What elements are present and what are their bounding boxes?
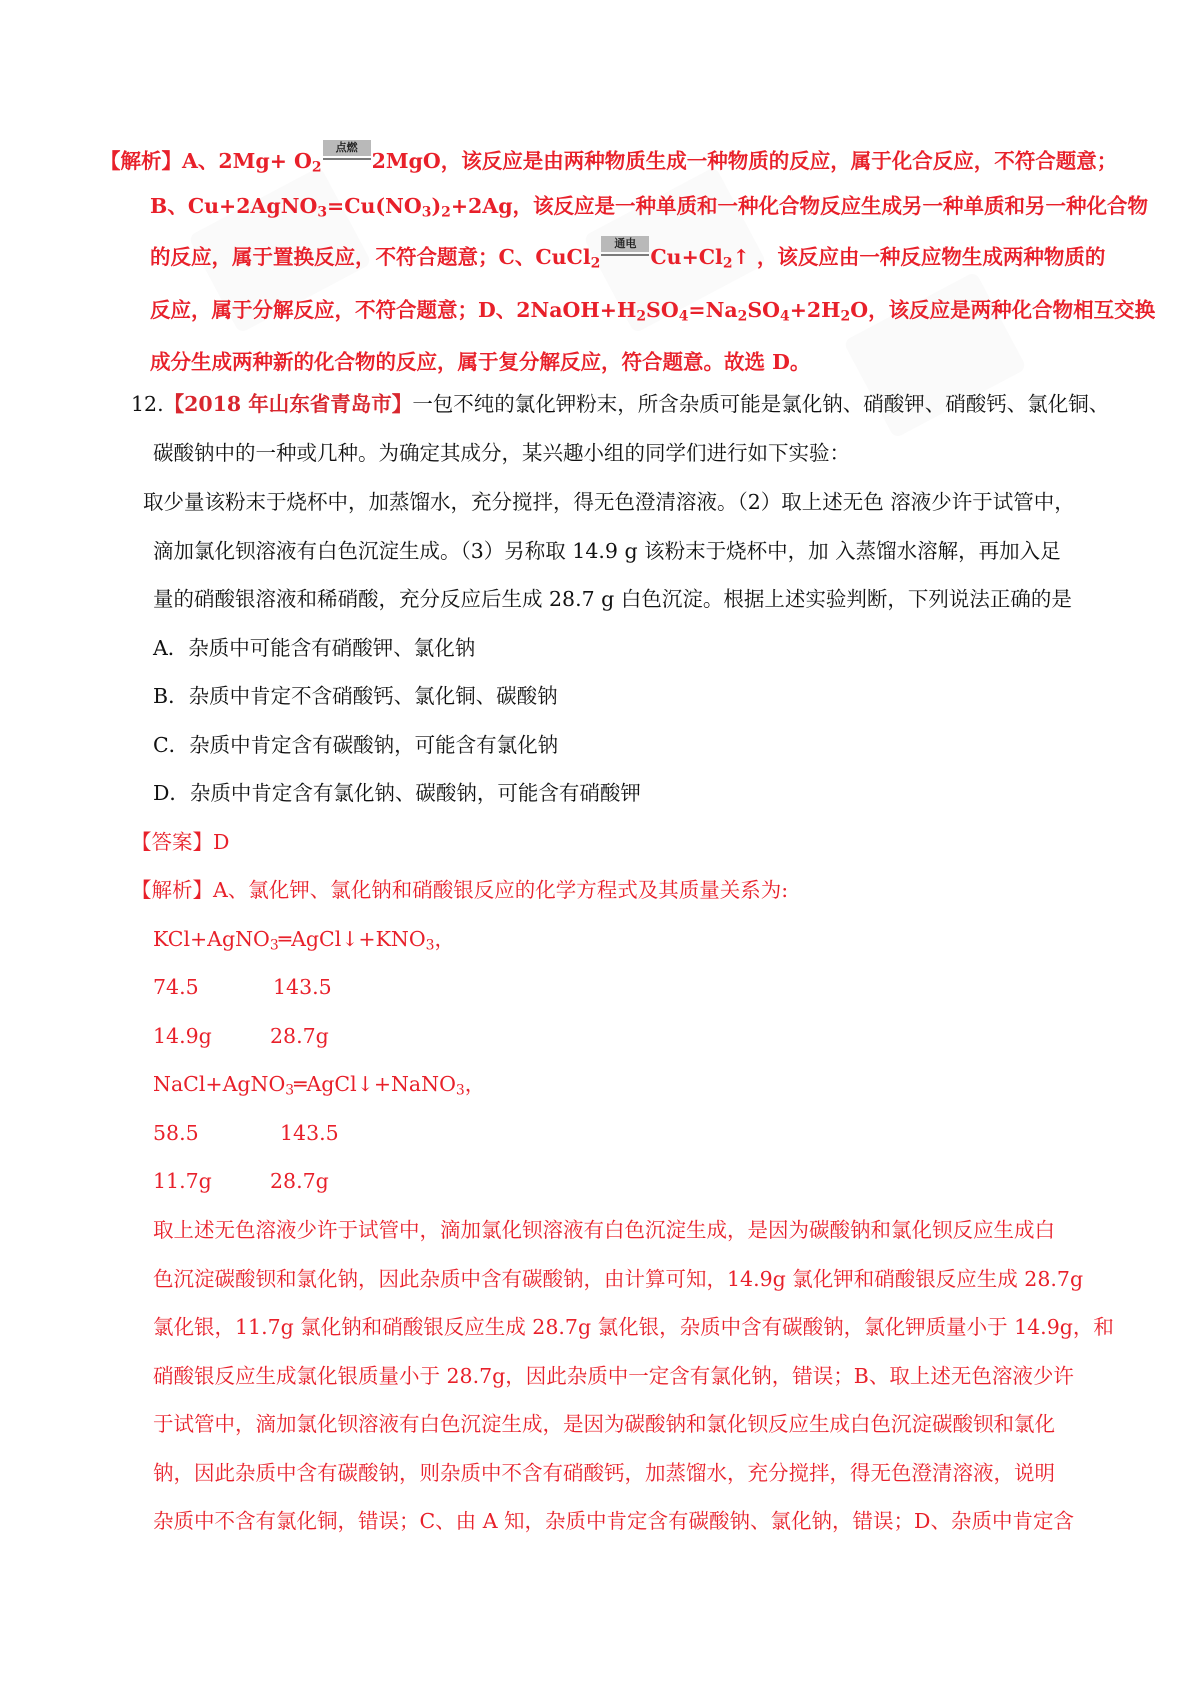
mass-ratio-nacl: 58.5 [153,1121,199,1145]
mass-kcl: 14.9g [153,1024,212,1048]
question-line-1: 12.【2018 年山东省青岛市】一包不纯的氯化钾粉末，所含杂质可能是氯化钠、硝酸钾、硝酸钙、氯化铜、 [131,392,1110,416]
equation-kcl: $KCl+AgNO_3═AgCl↓+KNO_3$， [153,927,456,954]
reaction-condition-electrolysis: 通电 [601,246,649,266]
mass-agcl-2: 28.7g [270,1169,329,1193]
prev-analysis-line-5: 成分生成两种新的化合物的反应，属于复分解反应，符合题意。故选 D。 [150,350,811,374]
answer-tag: 【答案】 [131,830,213,854]
analysis-paragraph-line: 硝酸银反应生成氯化银质量小于 28.7g，因此杂质中一定含有氯化钠，错误；B、取上述无色溶液少许 [153,1364,1074,1388]
question-number: 12. [131,392,164,416]
mass-nacl: 11.7g [153,1169,212,1193]
analysis-intro-line: 【解析】A、氯化钾、氯化钠和硝酸银反应的化学方程式及其质量关系为: [131,878,789,902]
analysis-paragraph-line: 钠，因此杂质中含有碳酸钠，则杂质中不含有硝酸钙，加蒸馏水，充分搅拌，得无色澄清溶液，说明 [153,1461,1055,1485]
answer-line [131,828,229,856]
analysis-paragraph-line: 杂质中不含有氯化铜，错误；C、由 A 知，杂质中肯定含有碳酸钠、氯化钠，错误；D、杂质中肯定含 [153,1509,1074,1533]
question-line-5: 量的硝酸银溶液和稀硝酸，充分反应后生成 28.7 g 白色沉淀。根据上述实验判断，下列说法正确的是 [153,587,1072,611]
analysis-tag: 【解析】 [100,149,182,173]
mass-ratio-agcl-2: 143.5 [280,1121,339,1145]
prev-analysis-line-4: 反应，属于分解反应，不符合题意；D、$2NaOH+H_2SO_4=Na_2SO_4+2H_2O$，该反应是两种化合物相互交换 [150,298,1156,325]
analysis-tag: 【解析】 [131,878,213,902]
analysis-paragraph-line: 氯化银，11.7g 氯化钠和硝酸银反应生成 28.7g 氯化银，杂质中含有碳酸钠，氯化钾质量小于 14.9g，和 [153,1315,1114,1339]
prev-analysis-line-1: 【解析】A、$2Mg+ O_2$ 点燃 2MgO，该反应是由两种物质生成一种物质的反应，属于化合反应，不符合题意； [100,141,1118,176]
prev-analysis-line-3: 的反应，属于置换反应，不符合题意；C、CuCl$_2$ 通电 $Cu+Cl_2↑$ ，该反应由一种反应物生成两种物质的 [150,237,1106,272]
option-a: A．杂质中可能含有硝酸钾、氯化钠 [153,636,476,660]
option-c: C．杂质中肯定含有碳酸钠，可能含有氯化钠 [153,733,559,757]
question-line-4: 滴加氯化钡溶液有白色沉淀生成。（3）另称取 14.9 g 该粉末于烧杯中，加 入蒸馏水溶解，再加入足 [153,539,1061,563]
analysis-paragraph-line: 于试管中，滴加氯化钡溶液有白色沉淀生成，是因为碳酸钠和氯化钡反应生成白色沉淀碳酸钡和氯化 [153,1412,1055,1436]
reaction-condition-ignite: 点燃 [323,150,371,170]
question-source: 【2018 年山东省青岛市】 [163,392,413,416]
analysis-paragraph-line: 色沉淀碳酸钡和氯化钠，因此杂质中含有碳酸钠，由计算可知，14.9g 氯化钾和硝酸银反应生成 28.7g [153,1267,1084,1291]
mass-ratio-kcl: 74.5 [153,975,199,999]
mass-ratio-agcl: 143.5 [273,975,332,999]
option-d: D．杂质中肯定含有氯化钠、碳酸钠，可能含有硝酸钾 [153,781,641,805]
mass-agcl: 28.7g [270,1024,329,1048]
equation-nacl: NaCl+AgNO$_3$═AgCl↓+NaNO$_3$， [153,1072,486,1099]
question-line-3: 取少量该粉末于烧杯中，加蒸馏水，充分搅拌，得无色澄清溶液。（2）取上述无色 溶液少许于试管中， [143,490,1075,514]
answer-value: D [213,830,230,854]
question-line-2: 碳酸钠中的一种或几种。为确定其成分，某兴趣小组的同学们进行如下实验： [153,441,850,465]
prev-analysis-line-2: B、$Cu+2AgNO_3=Cu(NO_3)_2+2Ag$，该反应是一种单质和一种化合物反应生成另一种单质和另一种化合物 [150,194,1149,221]
analysis-paragraph-line: 取上述无色溶液少许于试管中，滴加氯化钡溶液有白色沉淀生成，是因为碳酸钠和氯化钡反应生成白 [153,1218,1055,1242]
option-b: B．杂质中肯定不含硝酸钙、氯化铜、碳酸钠 [153,684,558,708]
